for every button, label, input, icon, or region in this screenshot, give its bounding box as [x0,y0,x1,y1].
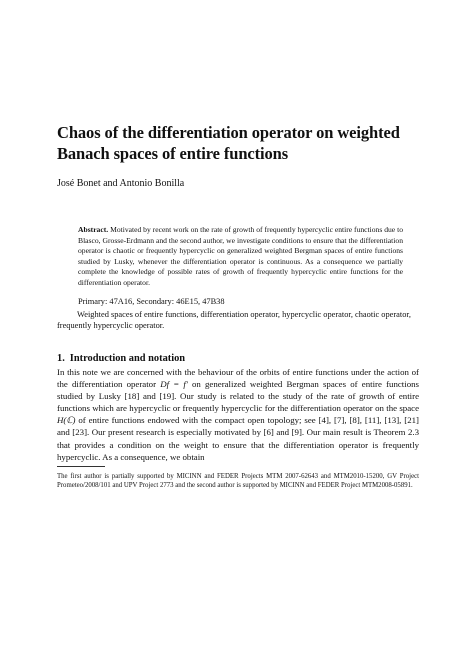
abstract-label: Abstract. [78,225,109,234]
body-text-3: of entire functions endowed with the compact open topology; see [4], [7], [8], [11], [13], [21] and [23]. Our present research is especially motivated by [6] and [9]. Our main result is Theorem 2.3 that provides a condition on the weight to ensure that the differentiation operator is frequently hypercyclic. As a consequence, we obtain [57,415,419,462]
msc-classification: Primary: 47A16, Secondary: 46E15, 47B38 [78,297,225,306]
abstract [78,225,403,289]
title-line-2: Banach spaces of entire functions [57,144,289,163]
body-formula: Df = f′ [160,379,188,390]
section-heading [57,353,185,364]
authors: José Bonet and Antonio Bonilla [57,178,185,189]
keywords: Weighted spaces of entire functions, differentiation operator, hypercyclic operator, chaotic operator, frequently hypercyclic operator. [57,310,411,331]
body-space-symbol: H(ℂ) [57,415,76,426]
body-text-1: In this note we are concerned with the behaviour of the orbits of entire functions under the action of the differentiation operator [57,367,419,390]
footnote: The first author is partially supported by MICINN and FEDER Projects MTM 2007-62643 and MTM2010-15200, GV Project Prometeo/2008/101 and UPV Project 2773 and the second author is supported by MICINN and FEDER Project MTM2008-05891. [57,473,419,490]
title-line-1: Chaos of the differentiation operator on weighted [57,123,400,142]
paper-title [57,122,427,164]
section-title: Introduction and notation [69,353,186,364]
section-number: 1. [57,353,65,364]
body-text-2: on generalized weighted Bergman spaces of entire functions studied by Lusky [18] and [19]. Our study is related to the study of the rate of growth of entire functions which are hypercyclic or frequently hypercyclic for the differentiation operator on the space [57,379,419,414]
abstract-text: Motivated by recent work on the rate of growth of frequently hypercyclic entire functions due to Blasco, Grosse-Erdmann and the second author, we investigate conditions to ensure that the differentiation operator is chaotic or frequently hypercyclic on generalized weighted Bergman spaces of entire functions studied by Lusky, whenever the differentiation operator is continuous. As a consequence we partially complete the knowledge of possible rates of growth of frequently hypercyclic entire functions for the differentiation operator. [78,225,403,287]
footnote-rule [57,466,105,467]
body-paragraph [57,366,419,463]
